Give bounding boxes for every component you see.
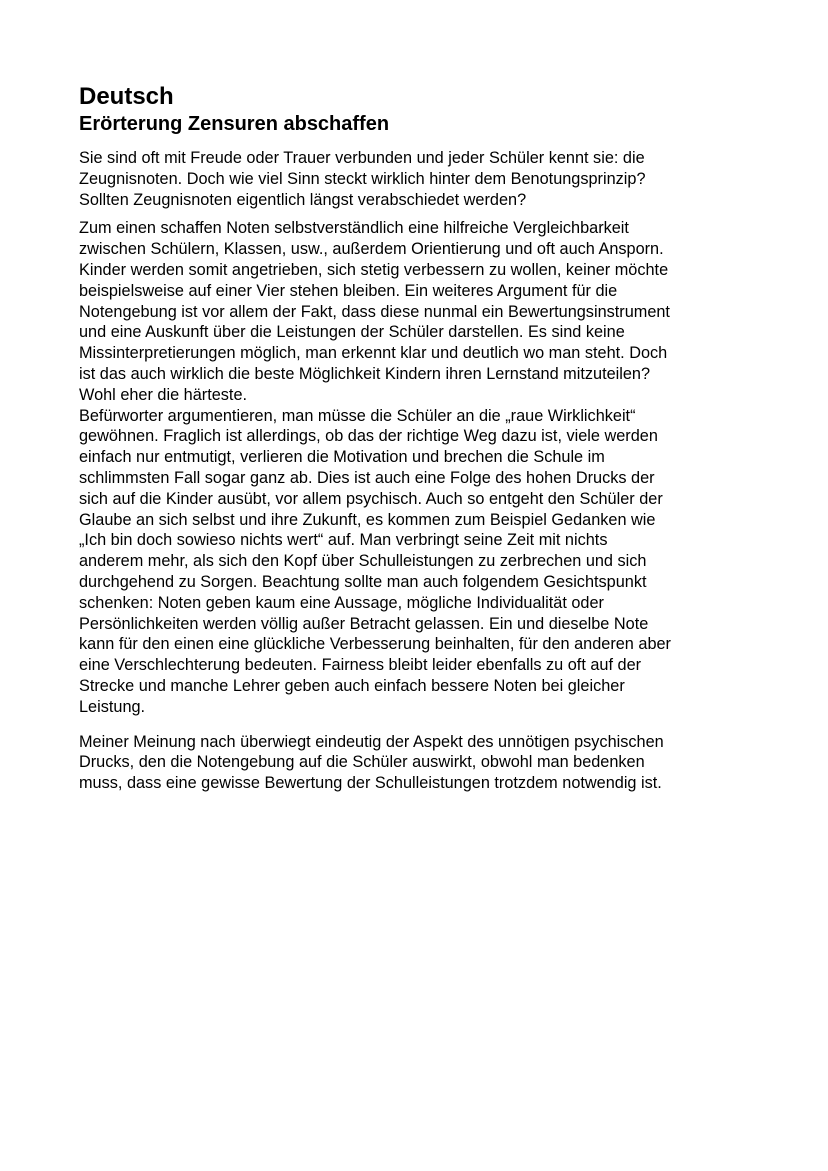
text-line: beispielsweise auf einer Vier stehen bleiben. Ein weiteres Argument für die [79,281,618,300]
text-line: Leistung. [79,697,146,716]
paragraph-introduction [79,148,769,210]
text-line: Notengebung ist vor allem der Fakt, dass diese nunmal ein Bewertungsinstrument [79,302,670,321]
text-line: muss, dass eine gewisse Bewertung der Schulleistungen trotzdem notwendig ist. [79,774,662,793]
paragraph-main [79,218,769,717]
text-line: Persönlichkeiten werden völlig außer Betracht gelassen. Ein und dieselbe Note [79,614,649,633]
text-line: ist das auch wirklich die beste Möglichkeit Kindern ihren Lernstand mitzuteilen? [79,364,651,383]
text-line: Drucks, den die Notengebung auf die Schüler auswirkt, obwohl man bedenken [79,753,645,772]
text-line: Zeugnisnoten. Doch wie viel Sinn steckt wirklich hinter dem Benotungsprinzip? [79,169,646,188]
text-line: kann für den einen eine glückliche Verbesserung beinhalten, für den anderen aber [79,635,671,654]
text-line: Befürworter argumentieren, man müsse die Schüler an die „raue Wirklichkeit“ [79,406,636,425]
text-line: „Ich bin doch sowieso nichts wert“ auf. Man verbringt seine Zeit mit nichts [79,531,608,550]
text-line: Strecke und manche Lehrer geben auch einfach bessere Noten bei gleicher [79,676,625,695]
text-line: Missinterpretierungen möglich, man erkennt klar und deutlich wo man steht. Doch [79,344,668,363]
text-line: Sollten Zeugnisnoten eigentlich längst verabschiedet werden? [79,190,527,209]
text-line: schlimmsten Fall sogar ganz ab. Dies ist auch eine Folge des hohen Drucks der [79,468,655,487]
text-line: Sie sind oft mit Freude oder Trauer verbunden und jeder Schüler kennt sie: die [79,149,645,167]
text-line: Kinder werden somit angetrieben, sich stetig verbessern zu wollen, keiner möchte [79,260,669,279]
text-line: Zum einen schaffen Noten selbstverständlich eine hilfreiche Vergleichbarkeit [79,219,629,238]
document-page [79,84,769,794]
text-line: Meiner Meinung nach überwiegt eindeutig der Aspekt des unnötigen psychischen [79,732,664,751]
text-line: schenken: Noten geben kaum eine Aussage, mögliche Individualität oder [79,593,604,612]
essay-title: Erörterung Zensuren abschaffen [79,113,390,135]
subject-heading: Deutsch [79,83,174,110]
text-line: einfach nur entmutigt, verlieren die Motivation und brechen die Schule im [79,448,605,467]
text-line: anderem mehr, als sich den Kopf über Schulleistungen zu zerbrechen und sich [79,552,647,571]
text-line: Glaube an sich selbst und ihre Zukunft, es kommen zum Beispiel Gedanken wie [79,510,656,529]
text-line: eine Verschlechterung bedeuten. Fairness bleibt leider ebenfalls zu oft auf der [79,656,642,675]
text-line: Wohl eher die härteste. [79,385,248,404]
text-line: und eine Auskunft über die Leistungen der Schüler darstellen. Es sind keine [79,323,625,342]
paragraph-conclusion [79,732,769,794]
text-line: gewöhnen. Fraglich ist allerdings, ob das der richtige Weg dazu ist, viele werden [79,427,658,446]
text-line: durchgehend zu Sorgen. Beachtung sollte man auch folgendem Gesichtspunkt [79,572,647,591]
text-line: zwischen Schülern, Klassen, usw., außerdem Orientierung und oft auch Ansporn. [79,240,664,259]
text-line: sich auf die Kinder ausübt, vor allem psychisch. Auch so entgeht den Schüler der [79,489,663,508]
